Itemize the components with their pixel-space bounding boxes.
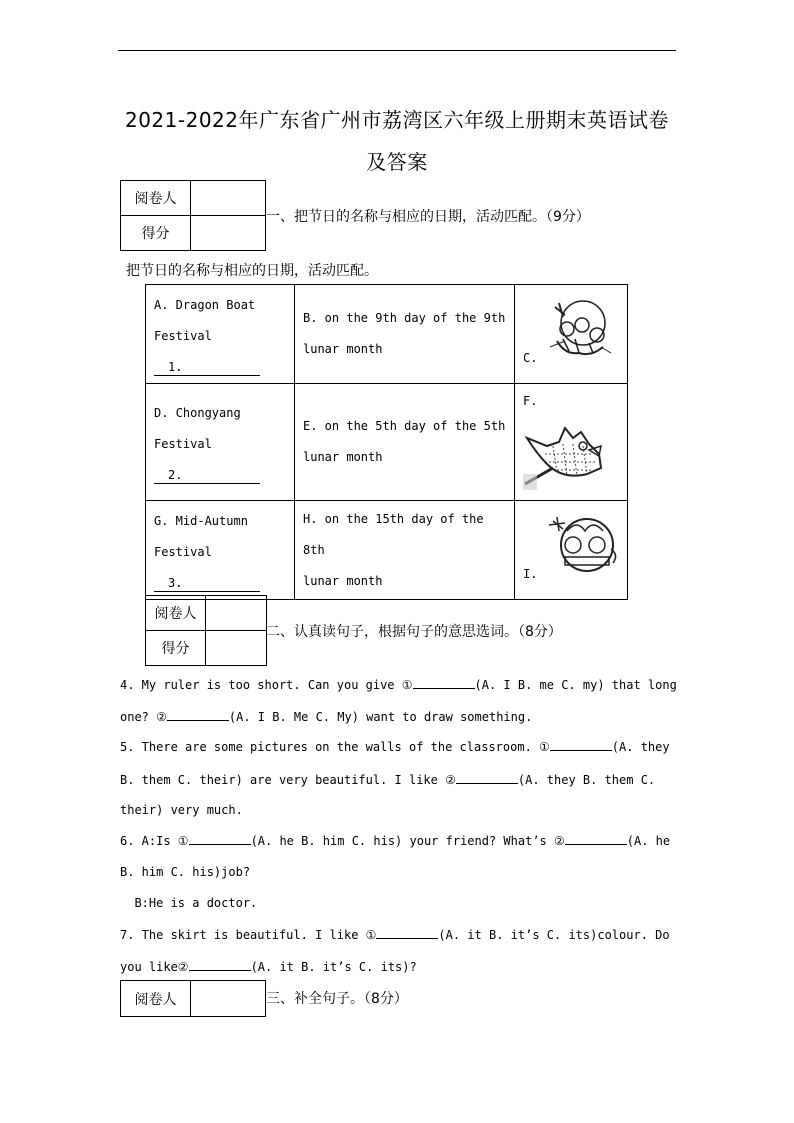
- answer-blank-7-1[interactable]: [376, 927, 438, 939]
- score-box-section-2: [145, 595, 267, 666]
- reviewer-field[interactable]: [191, 981, 266, 1017]
- picture-cell: [515, 501, 628, 600]
- festival-cell: [146, 501, 295, 600]
- festival-cell: [146, 384, 295, 501]
- question-5-line-3: their) very much.: [120, 803, 243, 817]
- document-title: 2021-2022年广东省广州市荔湾区六年级上册期末英语试卷: [124, 108, 669, 132]
- festival-cell: [146, 285, 295, 384]
- answer-blank-1[interactable]: 1.: [154, 359, 260, 376]
- question-6-line-3: B:He is a doctor.: [120, 896, 258, 910]
- question-6-line-2: B. him C. his)job?: [120, 865, 251, 879]
- answer-blank-6-2[interactable]: [565, 833, 627, 845]
- question-5-line-1: 5. There are some pictures on the walls of the classroom. ① (A. they: [120, 740, 670, 754]
- date-text-cont: lunar month: [303, 573, 383, 588]
- date-text-cont: lunar month: [303, 342, 383, 356]
- question-4-line-2: one? ② (A. I B. Me C. My) want to draw something.: [120, 710, 533, 724]
- answer-blank-4-2[interactable]: [167, 709, 229, 721]
- family-reunion-illustration-icon: [545, 295, 615, 365]
- document-title-continued: 及答案: [366, 150, 428, 174]
- festival-matching-table: [145, 284, 628, 600]
- picture-label: I.: [523, 567, 538, 581]
- date-cell: [295, 384, 515, 501]
- score-label: 得分: [146, 631, 206, 666]
- question-6-line-1: 6. A:Is ① (A. he B. him C. his) your friend? What’s ② (A. he: [120, 834, 671, 848]
- question-4-line-1: 4. My ruler is too short. Can you give ① (A. I B. me C. my) that long: [120, 678, 677, 692]
- answer-blank-7-2[interactable]: [189, 959, 251, 971]
- date-text: E. on the 5th day of the 5th: [303, 419, 506, 433]
- score-field[interactable]: [191, 216, 266, 251]
- section-1-heading: 一、把节日的名称与相应的日期，活动匹配。（9分）: [266, 209, 590, 225]
- score-box-section-3: [120, 980, 266, 1017]
- picture-label: F.: [523, 394, 538, 408]
- reviewer-field[interactable]: [206, 596, 267, 631]
- answer-blank-5-1[interactable]: [550, 739, 612, 751]
- answer-blank-6-1[interactable]: [189, 833, 251, 845]
- section-3-heading: 三、补全句子。（8分）: [266, 991, 408, 1007]
- answer-blank-4-1[interactable]: [413, 677, 475, 689]
- festival-name: D. Chongyang: [154, 406, 241, 420]
- question-5-line-2: B. them C. their) are very beautiful. I like ② (A. they B. them C.: [120, 773, 656, 787]
- answer-blank-5-2[interactable]: [456, 772, 518, 784]
- reviewer-field[interactable]: [191, 181, 266, 216]
- question-7-line-2: you like② (A. it B. it’s C. its)?: [120, 960, 417, 974]
- score-box-section-1: [120, 180, 266, 251]
- date-cell: [295, 501, 515, 600]
- table-row: [146, 384, 628, 501]
- score-label: 得分: [121, 216, 191, 251]
- dragon-boat-illustration-icon: [523, 424, 607, 490]
- table-row: [146, 501, 628, 600]
- picture-label: C.: [523, 351, 538, 365]
- date-text-cont: lunar month: [303, 450, 383, 464]
- header-rule: [118, 50, 676, 51]
- picture-cell: [515, 285, 628, 384]
- section-1-instruction: 把节日的名称与相应的日期，活动匹配。: [126, 263, 378, 279]
- festival-name: G. Mid-Autumn: [154, 514, 248, 528]
- reviewer-label: 阅卷人: [146, 596, 206, 631]
- mooncake-family-illustration-icon: [545, 515, 621, 581]
- answer-blank-2[interactable]: 2.: [154, 467, 260, 484]
- reviewer-label: 阅卷人: [121, 181, 191, 216]
- score-field[interactable]: [206, 631, 267, 666]
- festival-name-cont: Festival: [154, 437, 212, 451]
- section-2-heading: 二、认真读句子，根据句子的意思选词。（8分）: [266, 624, 562, 640]
- picture-cell: [515, 384, 628, 501]
- festival-name-cont: Festival: [154, 545, 212, 559]
- festival-name-cont: Festival: [154, 329, 212, 343]
- festival-name: A. Dragon Boat: [154, 298, 256, 312]
- table-row: [146, 285, 628, 384]
- date-text: H. on the 15th day of the 8th: [303, 511, 484, 557]
- answer-blank-3[interactable]: 3.: [154, 575, 260, 592]
- question-7-line-1: 7. The skirt is beautiful. I like ① (A. it B. it’s C. its)colour. Do: [120, 928, 670, 942]
- reviewer-label: 阅卷人: [121, 981, 191, 1017]
- date-text: B. on the 9th day of the 9th: [303, 311, 506, 325]
- date-cell: [295, 285, 515, 384]
